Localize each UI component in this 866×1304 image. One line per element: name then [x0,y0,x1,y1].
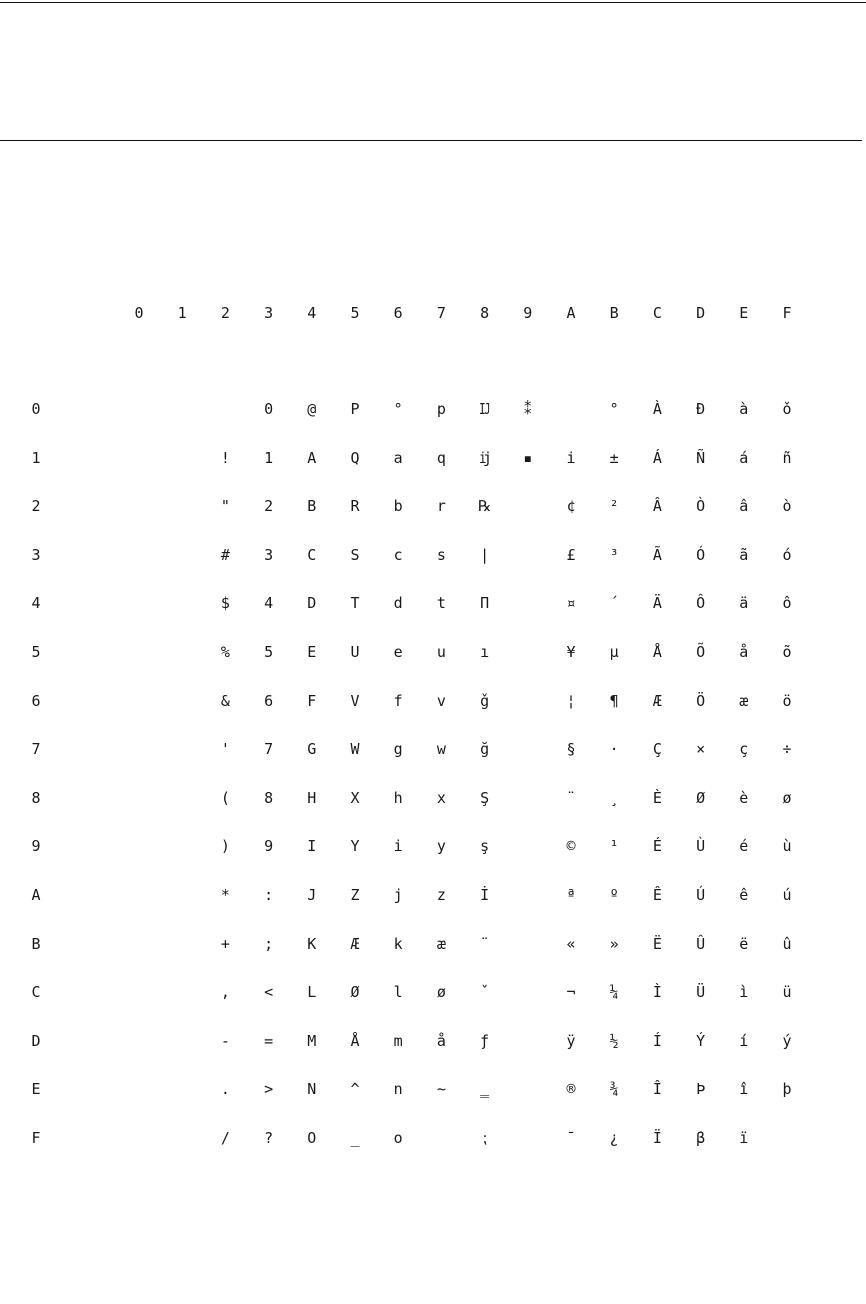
glyph-cell-60: ° [393,400,403,418]
glyph-cell-A1: i [566,448,576,467]
glyph-cell-40: @ [307,400,317,418]
glyph-cell-47: G [307,740,317,759]
glyph-cell-E2: â [739,497,749,516]
glyph-cell-59: Y [350,837,360,856]
glyph-cell-DC: Ü [696,983,706,1002]
glyph-cell-84: Π [480,594,490,613]
row-header-3: 3 [31,545,41,564]
row-header-C: C [31,983,41,1002]
glyph-cell-55: U [350,643,360,661]
column-header-F: F [782,304,792,322]
column-header-6: 6 [393,304,403,322]
glyph-cell-6D: m [393,1031,403,1050]
glyph-cell-DF: β [696,1129,706,1147]
glyph-cell-EE: î [739,1080,749,1099]
glyph-cell-45: E [307,643,317,661]
glyph-cell-C7: Ç [652,740,662,759]
glyph-cell-85: ı [480,643,490,661]
glyph-cell-AF: ¯ [566,1129,576,1147]
glyph-cell-F8: ø [782,788,792,807]
column-header-7: 7 [436,304,446,322]
glyph-cell-E4: ä [739,594,749,613]
glyph-cell-A9: © [566,837,576,856]
glyph-cell-4D: M [307,1031,317,1050]
row-header-7: 7 [31,740,41,759]
glyph-cell-83: | [480,545,490,564]
glyph-cell-C1: Á [652,448,662,467]
glyph-cell-5C: Ø [350,983,360,1002]
glyph-cell-61: a [393,448,403,467]
glyph-cell-ED: í [739,1031,749,1050]
glyph-cell-8F: ⁏ [482,1129,488,1147]
glyph-cell-C8: È [652,788,662,807]
glyph-cell-58: X [350,788,360,807]
glyph-cell-34: 4 [264,594,274,613]
glyph-cell-E7: ç [739,740,749,759]
glyph-cell-88: Ş [480,788,490,807]
glyph-cell-AE: ® [566,1080,576,1099]
glyph-cell-D3: Ó [696,545,706,564]
glyph-cell-D5: Õ [696,643,706,661]
glyph-cell-8E: ‗ [480,1080,490,1099]
row-header-0: 0 [31,400,41,418]
glyph-cell-C0: À [652,400,662,418]
glyph-cell-44: D [307,594,317,613]
glyph-cell-79: y [436,837,446,856]
glyph-cell-FB: û [782,934,792,953]
glyph-cell-B0: ° [609,400,619,418]
glyph-cell-7B: æ [436,934,446,953]
column-header-D: D [696,304,706,322]
glyph-cell-2F: / [220,1129,230,1147]
glyph-cell-EA: ê [739,886,749,904]
glyph-cell-49: I [307,837,317,856]
glyph-cell-F9: ù [782,837,792,856]
glyph-cell-CF: Ï [652,1129,662,1147]
glyph-cell-2A: * [220,886,230,904]
glyph-cell-DB: Û [696,934,706,953]
glyph-cell-E9: é [739,837,749,856]
glyph-cell-AA: ª [566,886,576,904]
glyph-cell-BA: º [609,886,619,904]
glyph-cell-25: % [220,643,230,661]
glyph-cell-B4: ´ [609,594,619,613]
glyph-cell-8D: ƒ [480,1031,490,1050]
glyph-cell-BF: ¿ [609,1129,619,1147]
row-header-8: 8 [31,788,41,807]
glyph-cell-51: Q [350,448,360,467]
glyph-cell-BE: ¾ [609,1080,619,1099]
glyph-cell-E6: æ [739,691,749,710]
glyph-cell-6C: l [393,983,403,1002]
row-header-5: 5 [31,643,41,661]
row-header-9: 9 [31,837,41,856]
glyph-cell-80: Ĳ [480,400,490,418]
glyph-cell-EC: ì [739,983,749,1002]
column-header-5: 5 [350,304,360,322]
row-header-B: B [31,934,41,953]
glyph-cell-4E: N [307,1080,317,1099]
glyph-cell-D8: Ø [696,788,706,807]
column-header-1: 1 [177,304,187,322]
glyph-cell-C4: Ä [652,594,662,613]
glyph-cell-A6: ¦ [566,691,576,710]
glyph-cell-87: ğ [480,740,490,759]
glyph-cell-3F: ? [264,1129,274,1147]
glyph-cell-F4: ô [782,594,792,613]
glyph-cell-FA: ú [782,886,792,904]
glyph-cell-D0: Đ [696,400,706,418]
glyph-cell-DD: Ý [696,1031,706,1050]
glyph-cell-CA: Ê [652,886,662,904]
glyph-cell-D6: Ö [696,691,706,710]
glyph-cell-F6: ö [782,691,792,710]
glyph-cell-41: A [307,448,317,467]
glyph-cell-6F: o [393,1129,403,1147]
glyph-cell-5B: Æ [350,934,360,953]
glyph-cell-A3: £ [566,545,576,564]
glyph-cell-68: h [393,788,403,807]
glyph-cell-B2: ² [609,497,619,516]
glyph-cell-21: ! [220,448,230,467]
glyph-cell-A7: § [566,740,576,759]
glyph-cell-3E: > [264,1080,274,1099]
glyph-cell-F1: ñ [782,448,792,467]
glyph-cell-FE: þ [782,1080,792,1099]
column-header-2: 2 [220,304,230,322]
glyph-cell-DA: Ú [696,886,706,904]
glyph-cell-42: B [307,497,317,516]
row-header-2: 2 [31,497,41,516]
glyph-cell-8A: İ [480,886,490,904]
column-header-9: 9 [523,304,533,322]
glyph-cell-B8: ¸ [609,788,619,807]
glyph-cell-2E: . [220,1080,230,1099]
column-header-E: E [739,304,749,322]
glyph-cell-64: d [393,594,403,613]
glyph-cell-4C: L [307,983,317,1002]
glyph-cell-56: V [350,691,360,710]
glyph-cell-B3: ³ [609,545,619,564]
glyph-cell-4F: O [307,1129,317,1147]
glyph-cell-30: 0 [264,400,274,418]
row-header-F: F [31,1129,41,1147]
glyph-cell-F0: ǒ [782,400,792,418]
glyph-cell-52: R [350,497,360,516]
glyph-cell-C6: Æ [652,691,662,710]
glyph-cell-3D: = [264,1031,274,1050]
row-header-E: E [31,1080,41,1099]
glyph-cell-46: F [307,691,317,710]
glyph-cell-CE: Î [652,1080,662,1099]
row-header-4: 4 [31,594,41,613]
glyph-cell-73: s [436,545,446,564]
glyph-cell-86: ǧ [480,691,490,710]
glyph-cell-66: f [393,691,403,710]
glyph-cell-DE: Þ [696,1080,706,1099]
glyph-cell-39: 9 [264,837,274,856]
glyph-cell-71: q [436,448,446,467]
glyph-cell-B9: ¹ [609,837,619,856]
glyph-cell-62: b [393,497,403,516]
column-header-B: B [609,304,619,322]
glyph-cell-26: & [220,691,230,710]
glyph-cell-57: W [350,740,360,759]
glyph-cell-BD: ½ [609,1031,619,1050]
glyph-cell-28: ( [220,788,230,807]
glyph-cell-31: 1 [264,448,274,467]
glyph-cell-24: $ [220,594,230,613]
row-header-A: A [31,886,41,904]
glyph-cell-4B: K [307,934,317,953]
column-header-8: 8 [480,304,490,322]
glyph-cell-FD: ý [782,1031,792,1050]
glyph-cell-69: i [393,837,403,856]
glyph-cell-89: ş [480,837,490,856]
glyph-cell-74: t [436,594,446,613]
glyph-cell-BC: ¼ [609,983,619,1002]
row-header-6: 6 [31,691,41,710]
glyph-cell-CC: Ì [652,983,662,1002]
glyph-cell-2D: - [220,1031,230,1050]
glyph-cell-C5: Å [652,643,662,661]
row-header-1: 1 [31,448,41,467]
glyph-cell-A4: ¤ [566,594,576,613]
glyph-cell-AC: ¬ [566,983,576,1002]
glyph-cell-6A: j [393,886,403,904]
glyph-cell-53: S [350,545,360,564]
glyph-cell-35: 5 [264,643,274,661]
glyph-cell-E3: ã [739,545,749,564]
glyph-cell-3A: : [264,886,274,904]
glyph-cell-67: g [393,740,403,759]
glyph-cell-27: ' [220,740,230,759]
glyph-cell-2C: , [220,983,230,1002]
glyph-cell-D2: Ò [696,497,706,516]
glyph-cell-37: 7 [264,740,274,759]
glyph-cell-B5: µ [609,643,619,661]
glyph-cell-3B: ; [264,934,274,953]
glyph-cell-8C: ˇ [480,983,490,1002]
glyph-cell-54: T [350,594,360,613]
glyph-cell-E8: è [739,788,749,807]
glyph-cell-23: # [220,545,230,564]
glyph-cell-AD: ÿ [566,1031,576,1050]
glyph-cell-D9: Ù [696,837,706,856]
glyph-cell-5E: ^ [350,1080,360,1099]
glyph-cell-F5: õ [782,643,792,661]
glyph-cell-43: C [307,545,317,564]
glyph-cell-77: w [436,740,446,759]
glyph-cell-BB: » [609,934,619,953]
glyph-cell-EF: ï [739,1129,749,1147]
glyph-cell-6B: k [393,934,403,953]
glyph-cell-76: v [436,691,446,710]
glyph-cell-5F: _ [350,1129,360,1147]
glyph-cell-5D: Å [350,1031,360,1050]
glyph-cell-B1: ± [609,448,619,467]
glyph-cell-A5: ¥ [566,643,576,661]
glyph-cell-75: u [436,643,446,661]
glyph-cell-82: ℞ [477,497,492,516]
glyph-cell-78: x [436,788,446,807]
glyph-cell-AB: « [566,934,576,953]
glyph-cell-65: e [393,643,403,661]
glyph-cell-B7: · [609,740,619,759]
glyph-cell-E5: å [739,643,749,661]
glyph-cell-7A: z [436,886,446,904]
glyph-cell-3C: < [264,983,274,1002]
glyph-cell-D1: Ñ [696,448,706,467]
glyph-cell-48: H [307,788,317,807]
glyph-cell-29: ) [220,837,230,856]
glyph-cell-7D: å [436,1031,446,1050]
glyph-cell-6E: n [393,1080,403,1099]
glyph-cell-8B: ¨ [480,934,490,953]
glyph-cell-91: ▪ [523,448,533,467]
glyph-cell-90: ⁑ [524,400,532,418]
glyph-cell-E1: á [739,448,749,467]
glyph-cell-38: 8 [264,788,274,807]
column-header-A: A [566,304,576,322]
glyph-cell-4A: J [307,886,317,904]
glyph-cell-C2: Â [652,497,662,516]
column-header-3: 3 [264,304,274,322]
column-header-4: 4 [307,304,317,322]
glyph-cell-E0: à [739,400,749,418]
glyph-cell-36: 6 [264,691,274,710]
glyph-cell-2B: + [220,934,230,953]
glyph-cell-D4: Ô [696,594,706,613]
glyph-cell-A8: ¨ [566,788,576,807]
glyph-cell-70: p [436,400,446,418]
glyph-cell-63: c [393,545,403,564]
column-header-C: C [652,304,662,322]
row-header-D: D [31,1031,41,1050]
glyph-cell-32: 2 [264,497,274,516]
glyph-cell-A2: ¢ [566,497,576,516]
glyph-cell-CD: Í [652,1031,662,1050]
glyph-cell-EB: ë [739,934,749,953]
glyph-cell-B6: ¶ [609,691,619,710]
glyph-cell-F7: ÷ [782,740,792,759]
glyph-cell-7C: ø [436,983,446,1002]
glyph-cell-72: r [436,497,446,516]
column-header-0: 0 [134,304,144,322]
glyph-cell-CB: Ë [652,934,662,953]
glyph-cell-7E: ~ [436,1080,446,1099]
glyph-cell-D7: × [696,740,706,759]
glyph-cell-F2: ò [782,497,792,516]
glyph-cell-22: " [220,497,230,516]
glyph-cell-81: ĳ [480,448,490,467]
glyph-cell-C3: Ã [652,545,662,564]
glyph-cell-FC: ü [782,983,792,1002]
glyph-cell-F3: ó [782,545,792,564]
glyph-cell-C9: É [652,837,662,856]
glyph-cell-33: 3 [264,545,274,564]
glyph-cell-5A: Z [350,886,360,904]
glyph-cell-50: P [350,400,360,418]
